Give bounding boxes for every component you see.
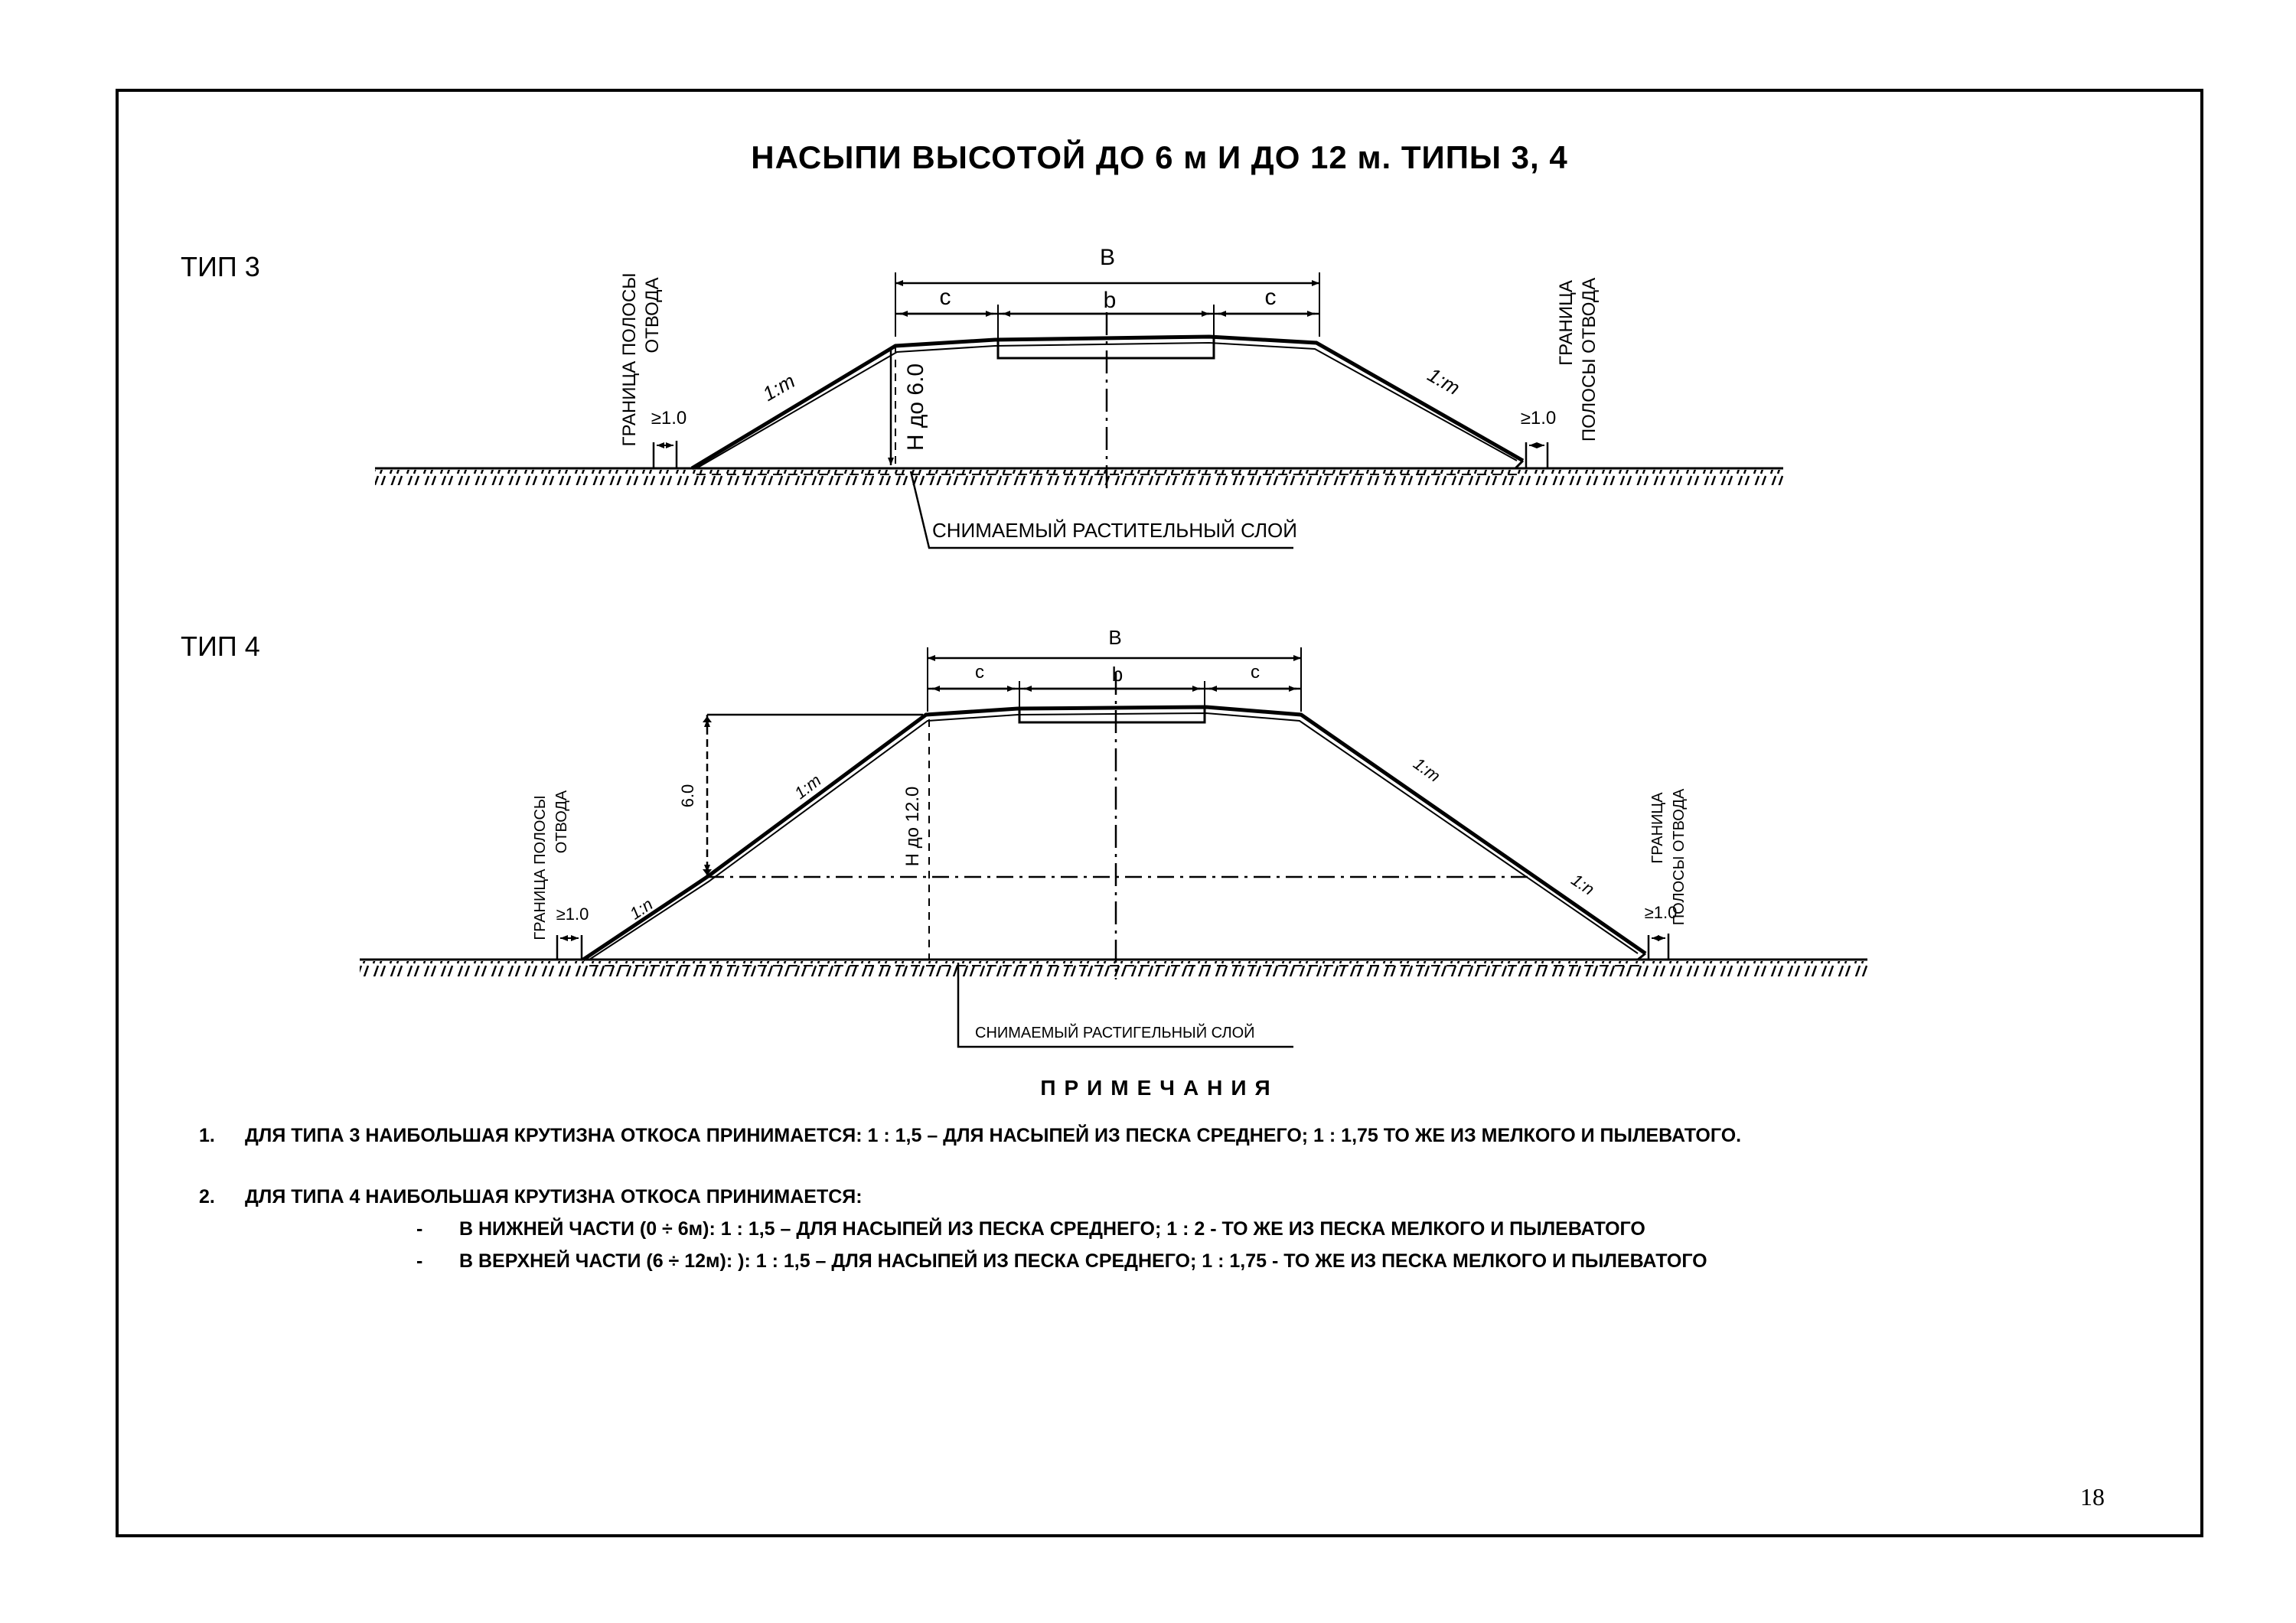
note-2 xyxy=(199,1186,863,1208)
note-2-text: ДЛЯ ТИПА 4 НАИБОЛЬШАЯ КРУТИЗНА ОТКОСА ПРИНИМАЕТСЯ: xyxy=(245,1186,863,1207)
type4-right-boundary-line2: ПОЛОСЫ ОТВОДА xyxy=(1671,788,1688,926)
note-2-sub-2-dash: - xyxy=(416,1250,423,1272)
type4-left-boundary-line1: ГРАНИЦА ПОЛОСЫ xyxy=(532,795,549,940)
type3-slope-left: 1:m xyxy=(758,369,799,406)
type4-ground-hatch xyxy=(360,961,1867,976)
type4-dim-c-left: c xyxy=(975,662,984,683)
type4-slope-upper-right: 1:m xyxy=(1410,754,1444,786)
type4-label: ТИП 4 xyxy=(181,631,260,662)
type3-dim-B: В xyxy=(1099,245,1116,270)
type3-right-boundary-line2: ПОЛОСЫ ОТВОДА xyxy=(1579,277,1600,442)
type4-slope-lower-left: 1:n xyxy=(626,894,657,924)
type3-left-boundary-line2: ОТВОДА xyxy=(642,277,663,354)
note-2-sub-1 xyxy=(416,1218,1645,1240)
type3-dim-b: b xyxy=(1103,288,1117,313)
type3-right-offset: ≥1.0 xyxy=(1520,408,1557,429)
note-1-text: ДЛЯ ТИПА 3 НАИБОЛЬШАЯ КРУТИЗНА ОТКОСА ПРИНИМАЕТСЯ: 1 : 1,5 – ДЛЯ НАСЫПЕЙ ИЗ ПЕСКА СРЕДНЕГО; 1 : 1,75 ТО ЖЕ ИЗ МЕЛКОГО И ПЫЛЕВАТОГО. xyxy=(245,1125,1742,1146)
note-2-sub-2 xyxy=(416,1250,1707,1273)
note-2-number: 2. xyxy=(199,1186,215,1207)
type4-embankment-inner xyxy=(589,713,1638,960)
type3-left-offset: ≥1.0 xyxy=(651,408,687,429)
type3-left-boundary-line1: ГРАНИЦА ПОЛОСЫ xyxy=(619,272,640,447)
type4-dim-b: b xyxy=(1111,663,1124,686)
type4-right-offset: ≥1.0 xyxy=(1644,903,1678,922)
type3-dim-c-right: c xyxy=(1264,285,1277,310)
type4-slope-lower-right: 1:n xyxy=(1567,869,1598,899)
type4-drawing xyxy=(360,626,1867,1047)
notes-heading: ПРИМЕЧАНИЯ xyxy=(1040,1076,1279,1100)
type4-right-boundary-line1: ГРАНИЦА xyxy=(1649,792,1666,864)
note-1-number: 1. xyxy=(199,1125,215,1146)
type3-ground-hatch xyxy=(375,470,1783,485)
note-2-sub-1-text: В НИЖНЕЙ ЧАСТИ (0 ÷ 6м): 1 : 1,5 – ДЛЯ НАСЫПЕЙ ИЗ ПЕСКА СРЕДНЕГО; 1 : 2 - ТО ЖЕ ИЗ ПЕСКА МЕЛКОГО И ПЫЛЕВАТОГО xyxy=(459,1218,1645,1240)
type3-right-boundary-line1: ГРАНИЦА xyxy=(1556,280,1577,366)
type4-embankment-outline xyxy=(583,707,1645,960)
type3-drawing xyxy=(375,245,1783,548)
note-2-sub-2-text: В ВЕРХНЕЙ ЧАСТИ (6 ÷ 12м): ): 1 : 1,5 – ДЛЯ НАСЫПЕЙ ИЗ ПЕСКА СРЕДНЕГО; 1 : 1,75 - ТО ЖЕ ИЗ ПЕСКА МЕЛКОГО И ПЫЛЕВАТОГО xyxy=(459,1250,1707,1272)
type4-dim-B: В xyxy=(1108,626,1122,649)
type4-dim-c-right: c xyxy=(1251,662,1260,683)
type4-left-offset: ≥1.0 xyxy=(556,904,589,924)
type3-dim-c-left: c xyxy=(939,285,951,310)
type4-topsoil-label: СНИМАЕМЫЙ РАСТИГЕЛЬНЫЙ СЛОЙ xyxy=(975,1025,1255,1041)
note-2-sub-1-dash: - xyxy=(416,1218,423,1240)
type4-slope-upper-left: 1:m xyxy=(791,770,825,803)
type4-left-boundary-line2: ОТВОДА xyxy=(553,790,570,854)
note-1 xyxy=(199,1125,1741,1147)
type3-height-label: Н до 6.0 xyxy=(903,363,928,451)
type4-upper-height-label: 6.0 xyxy=(678,784,697,808)
type3-label: ТИП 3 xyxy=(181,251,260,282)
type3-topsoil-label: СНИМАЕМЫЙ РАСТИТЕЛЬНЫЙ СЛОЙ xyxy=(932,519,1297,542)
page-title: НАСЫПИ ВЫСОТОЙ ДО 6 м И ДО 12 м. ТИПЫ 3, 4 xyxy=(751,139,1568,175)
type4-height-label: Н до 12.0 xyxy=(902,786,923,867)
page-number: 18 xyxy=(2080,1483,2105,1511)
type3-slope-right: 1:m xyxy=(1424,363,1464,400)
